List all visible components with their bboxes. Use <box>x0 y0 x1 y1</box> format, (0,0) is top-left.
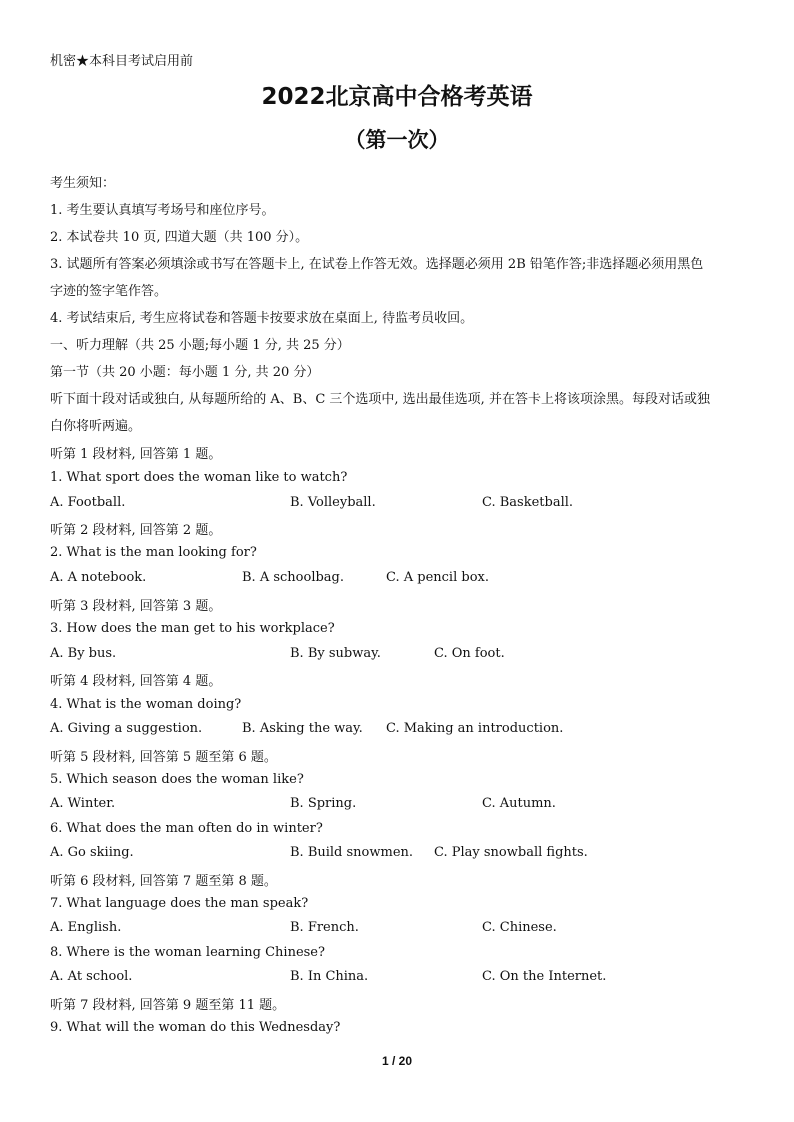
notice-item: 3. 试题所有答案必须填涂或书写在答题卡上, 在试卷上作答无效。选择题必须用 2B 铅笔作答;非选择题必须用黑色 <box>50 257 704 272</box>
option-a: A. A notebook. <box>50 570 147 585</box>
option-c: C. Chinese. <box>482 920 557 935</box>
question-stem: 8. Where is the woman learning Chinese? <box>50 945 325 960</box>
directions: 白你将听两遍。 <box>50 419 142 434</box>
option-c: C. Play snowball fights. <box>434 845 588 860</box>
question-stem: 2. What is the man looking for? <box>50 545 257 560</box>
option-c: C. On foot. <box>434 646 505 661</box>
option-a: A. By bus. <box>50 646 117 661</box>
page-subtitle: （第一次） <box>344 128 450 152</box>
option-b: B. In China. <box>290 969 369 984</box>
option-b: B. French. <box>290 920 359 935</box>
material-intro: 听第 2 段材料, 回答第 2 题。 <box>50 523 222 538</box>
option-c: C. Basketball. <box>482 495 574 510</box>
question-stem: 1. What sport does the woman like to watch? <box>50 470 348 485</box>
option-b: B. Spring. <box>290 796 357 811</box>
part-title: 一、听力理解（共 25 小题;每小题 1 分, 共 25 分） <box>50 338 350 353</box>
option-a: A. Football. <box>50 495 126 510</box>
section-title: 第一节（共 20 小题：每小题 1 分, 共 20 分） <box>50 365 320 380</box>
material-intro: 听第 4 段材料, 回答第 4 题。 <box>50 674 222 689</box>
page-number: 1 / 20 <box>381 1054 413 1068</box>
option-c: C. Making an introduction. <box>386 721 564 736</box>
option-a: A. At school. <box>50 969 133 984</box>
material-intro: 听第 5 段材料, 回答第 5 题至第 6 题。 <box>50 750 277 765</box>
notice-item: 2. 本试卷共 10 页, 四道大题（共 100 分）。 <box>50 230 309 245</box>
notice-item: 字迹的签字笔作答。 <box>50 284 168 299</box>
option-b: B. By subway. <box>290 646 381 661</box>
material-intro: 听第 1 段材料, 回答第 1 题。 <box>50 447 222 462</box>
option-a: A. Giving a suggestion. <box>50 721 203 736</box>
question-stem: 7. What language does the man speak? <box>50 896 309 911</box>
option-a: A. Go skiing. <box>50 845 134 860</box>
notice-item: 1. 考生要认真填写考场号和座位序号。 <box>50 203 275 218</box>
option-c: C. Autumn. <box>482 796 556 811</box>
option-c: C. A pencil box. <box>386 570 489 585</box>
material-intro: 听第 6 段材料, 回答第 7 题至第 8 题。 <box>50 874 277 889</box>
notice-item: 4. 考试结束后, 考生应将试卷和答题卡按要求放在桌面上, 待监考员收回。 <box>50 311 474 326</box>
option-a: A. English. <box>50 920 122 935</box>
question-stem: 9. What will the woman do this Wednesday? <box>50 1020 341 1035</box>
option-b: B. Volleyball. <box>290 495 376 510</box>
option-b: B. Build snowmen. <box>290 845 414 860</box>
option-a: A. Winter. <box>50 796 116 811</box>
material-intro: 听第 7 段材料, 回答第 9 题至第 11 题。 <box>50 998 286 1013</box>
question-stem: 4. What is the woman doing? <box>50 697 242 712</box>
question-stem: 6. What does the man often do in winter? <box>50 821 323 836</box>
material-intro: 听第 3 段材料, 回答第 3 题。 <box>50 599 222 614</box>
option-b: B. A schoolbag. <box>242 570 345 585</box>
directions: 听下面十段对话或独白, 从每题所给的 A、B、C 三个选项中, 选出最佳选项, 并在答卡上将该项涂黑。每段对话或独 <box>50 392 710 407</box>
option-c: C. On the Internet. <box>482 969 607 984</box>
question-stem: 3. How does the man get to his workplace? <box>50 621 335 636</box>
page-title: 2022北京高中合格考英语 <box>261 84 533 110</box>
question-stem: 5. Which season does the woman like? <box>50 772 304 787</box>
notice-heading: 考生须知： <box>50 176 116 191</box>
option-b: B. Asking the way. <box>242 721 363 736</box>
confidential-label: 机密★本科目考试启用前 <box>50 54 194 69</box>
